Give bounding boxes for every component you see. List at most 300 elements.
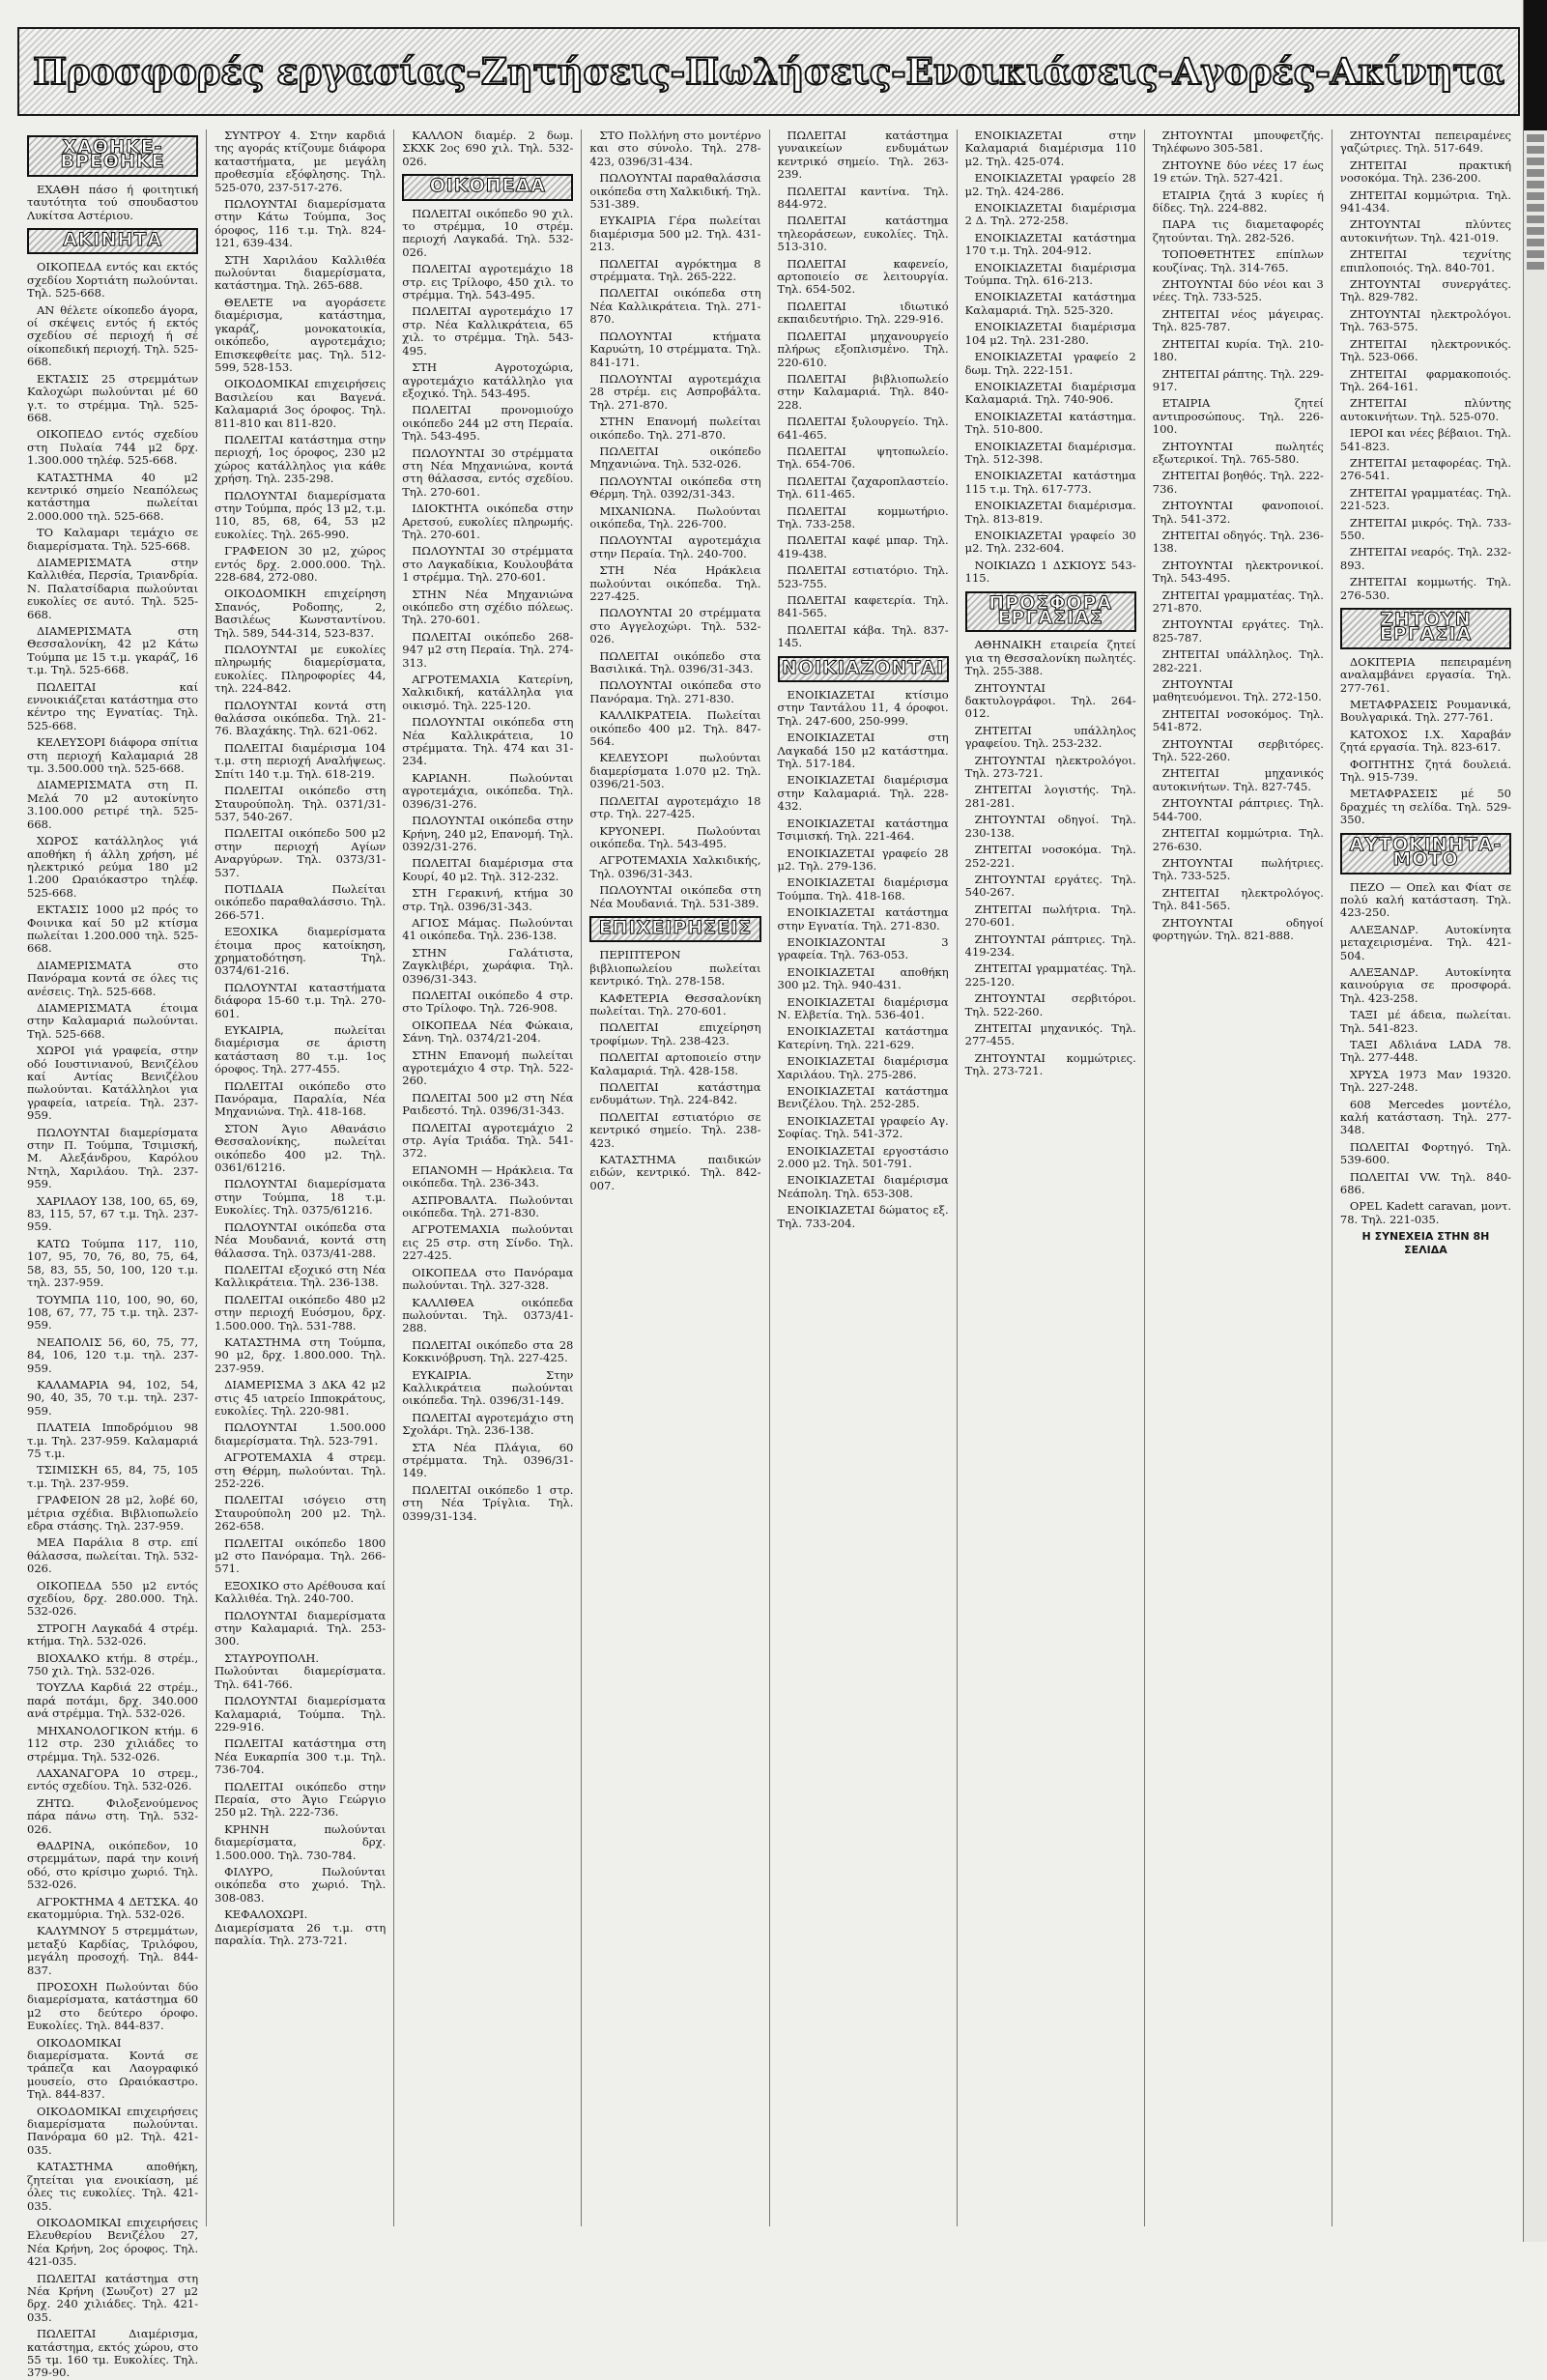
classified-ad-text: ΖΗΤΟΥΝΤΑΙ ηλεκτρονικοί. Τηλ. 543-495. (1152, 558, 1324, 586)
classified-ad-text: ΠΩΛΕΙΤΑΙ ψητοπωλείο. Τηλ. 654-706. (777, 444, 949, 472)
classified-ad (1340, 656, 1511, 695)
classified-ad (215, 1264, 386, 1290)
classified-ad-text: ΠΛΑΤΕΙΑ Ιπποδρόμιου 98 τ.μ. Τηλ. 237-959. Καλαμαριά 75 τ.μ. (27, 1420, 199, 1460)
classified-ad-text: ΠΩΛΕΙΤΑΙ οικόπεδο στο Πανόραμα, Παραλία, Νέα Μηχανιώνα. Τηλ. 418-168. (215, 1078, 387, 1119)
classified-ad (402, 1019, 573, 1046)
classified-ad (778, 534, 949, 560)
classified-ad (215, 490, 386, 542)
classified-ad-text: ΕΝΟΙΚΙΑΖΕΤΑΙ στην Καλαμαριά διαμέρισμα 110 μ2. Τηλ. 425-074. (964, 129, 1136, 168)
classified-ad (1153, 857, 1324, 883)
classified-ad-text: ΖΗΤΕΙΤΑΙ υπάλληλος γραφείου. Τηλ. 253-232. (964, 723, 1136, 751)
classified-ad (27, 903, 198, 956)
classified-ad (1153, 308, 1324, 334)
classified-ad-text: ΖΗΤΕΙΤΑΙ κομμώτρια. Τηλ. 276-630. (1152, 826, 1324, 853)
classified-ad-text: ΒΙΟΧΑΛΚΟ κτήμ. 8 στρέμ., 750 χιλ. Τηλ. 532-026. (27, 1650, 199, 1678)
classified-ad (778, 936, 949, 962)
section-heading (965, 591, 1136, 633)
classified-ad-text: ΠΩΛΕΙΤΑΙ αγροτεμάχιο 18 στρ. εις Τρίλοφο, 450 χιλ. το στρέμμα. Τηλ. 543-495. (402, 262, 574, 302)
classified-ad-text: ΠΩΛΕΙΤΑΙ κομμωτήριο. Τηλ. 733-258. (777, 503, 949, 530)
section-heading (27, 228, 198, 254)
classified-ad (27, 1580, 198, 1619)
classified-ad (1153, 559, 1324, 586)
classified-ad (965, 202, 1136, 228)
column-7 (1145, 129, 1332, 2226)
classified-ad-text: ΣΤΗΝ Νέα Μηχανιώνα οικόπεδο στη σχέδιο πόλεως. Τηλ. 270-601. (402, 587, 574, 627)
classified-ad (27, 1536, 198, 1575)
classified-ad (778, 445, 949, 472)
classified-ad (402, 815, 573, 853)
classified-ad (965, 933, 1136, 960)
classified-ad-text: ΚΑΤΩ Τούμπα 117, 110, 107, 95, 70, 76, 80, 75, 64, 58, 83, 55, 50, 100, 120 τ.μ. τηλ. 237-959. (27, 1236, 199, 1290)
classified-ad-text: ΚΑΛΛΙΚΡΑΤΕΙΑ. Πωλείται οικόπεδο 400 μ2. Τηλ. 847-564. (589, 708, 761, 749)
classified-ad-text: ΕΝΟΙΚΙΑΖΕΤΑΙ γραφείο 28 μ2. Τηλ. 424-286. (964, 171, 1136, 198)
classified-ad-text: ΠΩΛΕΙΤΑΙ οικόπεδο στην Περαία, στο Άγιο Γεώργιο 250 μ2. Τηλ. 222-736. (215, 1779, 387, 1820)
classified-ad-text: ΣΤΗΝ Επανομή πωλείται οικόπεδο. Τηλ. 271-870. (589, 415, 761, 442)
classified-ad (27, 779, 198, 831)
section-heading-label: ΑΥΤΟΚΙΝΗΤΑ-ΜΟΤΟ (1349, 833, 1503, 871)
classified-ad (589, 215, 760, 253)
classified-ad (215, 297, 386, 374)
classified-ad (589, 607, 760, 645)
classified-ad (778, 1145, 949, 1171)
classified-ad-text: ΖΗΤΟΥΝΤΑΙ ράπτριες. Τηλ. 544-700. (1152, 796, 1324, 823)
classified-ad-text: ΠΩΛΟΥΝΤΑΙ διαμερίσματα στην Καλαμαριά. Τηλ. 253-300. (215, 1608, 387, 1649)
classified-ad-text: ΠΩΛΟΥΝΤΑΙ οικόπεδα στη Νέα Μουδανιά. Τηλ. 531-389. (589, 883, 761, 910)
classified-ad-text: ΖΗΤΕΙΤΑΙ μηχανικός αυτοκινήτων. Τηλ. 827-745. (1152, 766, 1324, 793)
classified-ad-text: ΖΗΤΕΙΤΑΙ νοσοκόμος. Τηλ. 541-872. (1152, 706, 1324, 734)
classified-ad (215, 1221, 386, 1260)
classified-ad (1153, 648, 1324, 674)
classified-ad (27, 1981, 198, 2033)
classified-ad-text: ΕΝΟΙΚΙΑΖΕΤΑΙ εργοστάσιο 2.000 μ2. Τηλ. 501-791. (777, 1143, 949, 1171)
classified-ad (402, 263, 573, 301)
classified-ad-text: ΛΑΧΑΝΑΓΟΡΑ 10 στρεμ., εντός σχεδίου. Τηλ. 532-026. (27, 1765, 199, 1793)
section-heading-label: ΕΠΙΧΕΙΡΗΣΕΙΣ (598, 916, 753, 938)
classified-ad (215, 1494, 386, 1533)
classified-ad (778, 624, 949, 650)
classified-ad (589, 1111, 760, 1150)
classified-ad (1340, 924, 1511, 962)
classified-ad-text: ΣΥΝΤΡΟΥ 4. Στην καρδιά της αγοράς κτίζουμε διάφορα καταστήματα, με μεγάλη προθεσμία εξόφλησης. Τηλ. 525-070, 237-517-276. (215, 129, 387, 194)
classified-ad-text: ΕΝΟΙΚΙΑΖΕΤΑΙ στη Λαγκαδά 150 μ2 κατάστημα. Τηλ. 517-184. (777, 731, 949, 771)
classified-ad-text: ΠΩΛΕΙΤΑΙ ισόγειο στη Σταυρούπολη 200 μ2. Τηλ. 262-658. (215, 1493, 387, 1534)
classified-ad (1340, 966, 1511, 1005)
classified-ad-text: ΕΝΟΙΚΙΑΖΕΤΑΙ αποθήκη 300 μ2. Τηλ. 940-431. (777, 964, 949, 992)
classified-ad (27, 557, 198, 621)
section-heading (1340, 833, 1511, 875)
classified-ad-text: ΕΝΟΙΚΙΑΖΕΤΑΙ κατάστημα Καλαμαριά. Τηλ. 525-320. (964, 290, 1136, 317)
classified-ad (965, 321, 1136, 347)
classified-ad (965, 530, 1136, 556)
classified-ad (1340, 729, 1511, 755)
classified-ad-text: ΕΝΟΙΚΙΑΖΕΤΑΙ κατάστημα. Τηλ. 510-800. (964, 409, 1136, 437)
classified-ad-text: ΖΗΤΕΙΤΑΙ κομμώτρια. Τηλ. 941-434. (1339, 187, 1511, 215)
classified-ad-text: ΟΙΚΟΔΟΜΙΚΑΙ διαμερίσματα. Κοντά σε τράπεζα και Λαογραφικό μουσείο, στο Ωραιόκαστρο. Τηλ. 844-837. (27, 2035, 199, 2102)
classified-ad (215, 1178, 386, 1217)
classified-ad (1340, 517, 1511, 543)
column-2 (207, 129, 394, 2226)
classified-ad-text: ΣΤΗ Γερακινή, κτήμα 30 στρ. Τηλ. 0396/31-343. (402, 886, 574, 913)
classified-ad-text: ΟΙΚΟΠΕΔΑ 550 μ2 εντός σχεδίου, δρχ. 280.000. Τηλ. 532-026. (27, 1578, 199, 1619)
classified-ad-text: ΣΤΗ Νέα Ηράκλεια πωλούνται οικόπεδα. Τηλ. 227-425. (589, 563, 761, 603)
classified-ad-text: ΠΩΛΕΙΤΑΙ οικόπεδο 4 στρ. στο Τρίλοφο. Τηλ. 726-908. (402, 988, 574, 1016)
classified-ad-text: ΠΩΛΟΥΝΤΑΙ διαμερίσματα Καλαμαριά, Τούμπα. Τηλ. 229-916. (215, 1694, 387, 1734)
classified-ad-text: ΖΗΤΟΥΝΤΑΙ πλύντες αυτοκινήτων. Τηλ. 421-019. (1339, 217, 1511, 244)
classified-ad (402, 631, 573, 670)
classified-ad-text: ΖΗΤΟΥΝΤΑΙ ηλεκτρολόγοι. Τηλ. 763-575. (1339, 306, 1511, 334)
classified-ad-text: ΕΝΟΙΚΙΑΖΕΤΑΙ διαμέρισμα 104 μ2. Τηλ. 231-280. (964, 320, 1136, 347)
classified-ad (778, 1204, 949, 1230)
classified-ad (778, 373, 949, 412)
classified-ad (402, 1092, 573, 1118)
classified-ad (27, 1840, 198, 1892)
classified-ad (27, 304, 198, 369)
classified-ad-text: ΕΝΟΙΚΙΑΖΕΤΑΙ διαμέρισμα Χαριλάου. Τηλ. 275-286. (777, 1054, 949, 1081)
classified-ad-text: ΕΤΑΙΡΙΑ ζητεί αντιπροσώπους. Τηλ. 226-100. (1152, 396, 1324, 437)
classified-ad (589, 854, 760, 880)
classified-ad (1340, 1200, 1511, 1226)
classified-ad-text: ΜΙΧΑΝΙΩΝΑ. Πωλούνται οικόπεδα, Τηλ. 226-700. (589, 503, 761, 530)
classified-ad (402, 989, 573, 1016)
classified-ad (1340, 1039, 1511, 1065)
classified-ad (965, 755, 1136, 781)
classified-ad-text: ΖΗΤΟΥΝΤΑΙ μαθητευόμενοι. Τηλ. 272-150. (1152, 677, 1322, 704)
classified-ad (215, 1695, 386, 1734)
classified-ad-text: ΕΝΟΙΚΙΑΖΕΤΑΙ διαμέρισμα Ν. Ελβετία. Τηλ. 536-401. (777, 994, 949, 1021)
classified-ad-text: ΖΗΤΟΥΝΤΑΙ δακτυλογράφοι. Τηλ. 264-012. (964, 680, 1136, 721)
classified-ad (778, 416, 949, 442)
classified-ad-text: ΖΗΤΕΙΤΑΙ οδηγός. Τηλ. 236-138. (1152, 528, 1324, 556)
classified-ad-text: ΚΑΛΛΟΝ διαμέρ. 2 δωμ. ΣΚΧΚ 2ος 690 χιλ. Τηλ. 532-026. (402, 129, 574, 168)
classified-ad-text: ΔΙΑΜΕΡΙΣΜΑΤΑ στη Θεσσαλονίκη, 42 μ2 Κάτω Τούμπα με 15 τ.μ. γκαράζ, 16 τ.μ. Τηλ. 525-668. (27, 624, 199, 677)
classified-ad (1153, 797, 1324, 823)
classified-ad-text: ΠΩΛΟΥΝΤΑΙ κτήματα Καρυώτη, 10 στρέμματα. Τηλ. 841-171. (589, 329, 761, 369)
classified-ad (1340, 546, 1511, 572)
classified-ad (778, 258, 949, 297)
classified-ad-text: ΑΓΙΟΣ Μάμας. Πωλούνται 41 οικόπεδα. Τηλ. 236-138. (402, 915, 574, 943)
column-6 (958, 129, 1145, 2226)
classified-ad (215, 982, 386, 1020)
classified-ad-text: ΠΩΛΕΙΤΑΙ κατάστημα γυναικείων ενδυμάτων κεντρικό σημείο. Τηλ. 263-239. (777, 129, 949, 182)
section-heading-label: ΝΟΙΚΙΑΖΟΝΤΑΙ (781, 656, 945, 678)
classified-ad (27, 527, 198, 553)
classified-ad-text: ΑΓΡΟΤΕΜΑΧΙΑ Κατερίνη, Χαλκιδική, κατάλληλα για οικισμό. Τηλ. 225-120. (402, 673, 574, 712)
classified-ad-text: ΖΗΤΟΥΝΤΑΙ φανοποιοί. Τηλ. 541-372. (1152, 499, 1324, 526)
classified-ad-text: ΑΓΡΟΤΕΜΑΧΙΑ πωλούνται εις 25 στρ. στη Σίνδο. Τηλ. 227-425. (402, 1222, 574, 1263)
classified-ad (27, 960, 198, 998)
classified-ad (965, 1022, 1136, 1048)
classified-ad (778, 1025, 949, 1051)
classified-ad-text: ΕΤΑΙΡΙΑ ζητά 3 κυρίες ή δίδες. Τηλ. 224-882. (1152, 187, 1324, 215)
classified-ad-text: ΠΩΛΕΙΤΑΙ οικόπεδο 268-947 μ2 στη Περαία. Τηλ. 274-313. (402, 629, 574, 670)
continued-notice: Η ΣΥΝΕΧΕΙΑ ΣΤΗΝ 8Η ΣΕΛΙΔΑ (1361, 1230, 1490, 1256)
classified-ad-text: ΠΩΛΟΥΝΤΑΙ 20 στρέμματα στο Αγγελοχώρι. Τηλ. 532-026. (589, 606, 761, 646)
classified-ad (215, 1024, 386, 1076)
classified-ad (778, 731, 949, 770)
classified-ad-text: ΕΝΟΙΚΙΑΖΕΤΑΙ διαμέρισμα Τούμπα. Τηλ. 418-168. (777, 875, 949, 903)
classified-ad (215, 1652, 386, 1691)
classified-ad (27, 1925, 198, 1977)
classified-ad-text: ΠΩΛΕΙΤΑΙ καφέ μπαρ. Τηλ. 419-438. (777, 533, 949, 560)
classified-ad-text: ΠΩΛΕΙΤΑΙ καφετερία. Τηλ. 841-565. (777, 593, 949, 620)
classified-ad (589, 287, 760, 326)
classified-ad (402, 772, 573, 811)
classified-ad-text: ΕΝΟΙΚΙΑΖΕΤΑΙ κατάστημα 115 τ.μ. Τηλ. 617-773. (964, 469, 1136, 496)
classified-ad (778, 817, 949, 844)
classified-ad-text: ΠΩΛΕΙΤΑΙ Φορτηγό. Τηλ. 539-600. (1339, 1139, 1511, 1167)
classified-ad-text: ΠΩΛΟΥΝΤΑΙ 1.500.000 διαμερίσματα. Τηλ. 523-791. (215, 1420, 387, 1448)
classified-ad-text: ΑΓΡΟΤΕΜΑΧΙΑ 4 στρεμ. στη Θέρμη, πωλούνται. Τηλ. 252-226. (215, 1450, 387, 1490)
classified-ad (215, 129, 386, 194)
classified-ad (402, 502, 573, 541)
classified-ad-text: ΓΡΑΦΕΙΟΝ 30 μ2, χώρος εντός δρχ. 2.000.000. Τηλ. 228-684, 272-080. (215, 544, 387, 584)
classified-ad (402, 1223, 573, 1262)
classified-ad-text: ΠΩΛΕΙΤΑΙ καί εννοικιάζεται κατάστημα στο κέντρο της Εγνατίας. Τηλ. 525-668. (27, 679, 199, 732)
classified-ad (1340, 308, 1511, 334)
classified-ad (589, 1021, 760, 1047)
classified-ad (589, 1051, 760, 1077)
classified-ad-text: ΧΡΥΣΑ 1973 Μαν 19320. Τηλ. 227-248. (1339, 1067, 1511, 1095)
classified-ad (965, 903, 1136, 930)
classified-ad (215, 545, 386, 584)
classified-ad-text: ΠΩΛΕΙΤΑΙ ξυλουργείο. Τηλ. 641-465. (777, 415, 949, 442)
classified-ad-text: ΖΗΤΕΙΤΑΙ γραμματέας. Τηλ. 225-120. (964, 961, 1136, 989)
classified-ad (965, 381, 1136, 407)
classified-ad-text: ΕΝΟΙΚΙΑΖΕΤΑΙ διαμέρισμα 2 Δ. Τηλ. 272-258. (964, 201, 1136, 228)
classified-ad (778, 186, 949, 212)
classified-ad (965, 639, 1136, 677)
classified-ad (27, 2217, 198, 2269)
classified-ad (215, 254, 386, 293)
classified-ad (965, 1052, 1136, 1078)
classified-ad (778, 1115, 949, 1141)
classified-ad-text: ΠΩΛΕΙΤΑΙ αρτοποιείο στην Καλαμαριά. Τηλ. 428-158. (589, 1050, 761, 1077)
classified-ad (27, 1045, 198, 1122)
classified-ad-text: ΚΑΤΑΣΤΗΜΑ παιδικών ειδών, κεντρικό. Τηλ. 842-007. (589, 1153, 761, 1192)
classified-ad (27, 2106, 198, 2158)
classified-ad-text: ΕΚΤΑΣΙΣ 1000 μ2 πρός το Φοινικα καί 50 μ2 κτίσμα πωλείται 1.200.000 τηλ. 525-668. (27, 903, 199, 956)
classified-ad (402, 1267, 573, 1293)
classified-ad (215, 1451, 386, 1490)
classified-ad (1340, 1009, 1511, 1035)
classified-ad-text: ΠΩΛΕΙΤΑΙ αγροτεμάχιο 2 στρ. Αγία Τριάδα. Τηλ. 541-372. (402, 1120, 574, 1161)
classified-ad (215, 1080, 386, 1119)
classified-ad-text: ΠΩΛΕΙΤΑΙ διαμέρισμα 104 τ.μ. στη περιοχή Αναλήψεως. Σπίτι 140 τ.μ. Τηλ. 618-219. (215, 740, 387, 781)
classified-ad-text: ΖΗΤΕΙΤΑΙ κομμωτής. Τηλ. 276-530. (1339, 575, 1511, 602)
classified-ad (965, 784, 1136, 810)
classified-ad-text: ΠΟΤΙΔΑΙΑ Πωλείται οικόπεδο παραθαλάσσιο. Τηλ. 266-571. (215, 881, 387, 922)
classified-ad (215, 378, 386, 430)
classified-ad (27, 1294, 198, 1333)
classified-ad-text: ΕΝΟΙΚΙΑΖΕΤΑΙ διαμέρισμα στην Καλαμαριά. Τηλ. 228-432. (777, 773, 949, 814)
classified-ad-text: ΠΩΛΕΙΤΑΙ VW. Τηλ. 840-686. (1339, 1169, 1511, 1197)
classified-ad (27, 1195, 198, 1234)
classified-ad-text: ΠΩΛΕΙΤΑΙ οικόπεδο 1800 μ2 στο Πανόραμα. Τηλ. 266-571. (215, 1535, 387, 1576)
page-title: Προσφορές εργασίας-Ζητήσεις-Πωλήσεις-Ενοικιάσεις-Αγορές-Ακίνητα (33, 50, 1504, 93)
classified-ad (778, 996, 949, 1022)
classified-ad-text: ΑΣΠΡΟΒΑΛΤΑ. Πωλούνται οικόπεδα. Τηλ. 271-830. (402, 1192, 574, 1220)
classified-ad (402, 947, 573, 986)
classified-ad-text: ΚΡΥΟΝΕΡΙ. Πωλούνται οικόπεδα. Τηλ. 543-495. (589, 823, 761, 850)
classified-ad-text: ΤΟ Καλαμαρι τεμάχιο σε διαμερίσματα. Τηλ. 525-668. (27, 526, 199, 553)
classified-ad-text: ΠΩΛΟΥΝΤΑΙ οικόπεδα στη Θέρμη. Τηλ. 0392/31-343. (589, 473, 761, 502)
classified-ad (1153, 738, 1324, 764)
classified-ad-text: ΝΟΙΚΙΑΖΩ 1 ΔΣΚΙΟΥΣ 543-115. (964, 558, 1136, 586)
classified-ad-text: ΠΩΛΕΙΤΑΙ διαμέρισμα στα Κουρί, 40 μ2. Τηλ. 312-232. (402, 856, 574, 883)
classified-ad-text: ΧΑΡΙΛΑΟΥ 138, 100, 65, 69, 83, 115, 57, 67 τ.μ. Τηλ. 237-959. (27, 1193, 199, 1234)
classified-ad-text: ΣΤΡΟΓΗ Λαγκαδά 4 στρέμ. κτήμα. Τηλ. 532-026. (27, 1620, 199, 1649)
classified-ad-text: ΖΗΤΟΥΝΤΑΙ συνεργάτες. Τηλ. 829-782. (1339, 277, 1511, 304)
section-heading-label: ΑΚΙΝΗΤΑ (63, 229, 163, 251)
classified-ad (965, 129, 1136, 168)
classified-ad-text: ΕΝΟΙΚΙΑΖΕΤΑΙ διαμέρισμα Νεάπολη. Τηλ. 653-308. (777, 1173, 949, 1200)
classified-ad (778, 966, 949, 992)
classified-ad (27, 1652, 198, 1678)
classified-ad (215, 926, 386, 978)
classified-ad (215, 1908, 386, 1947)
classified-ad (1153, 278, 1324, 304)
classified-ad-text: ΝΕΑΠΟΛΙΣ 56, 60, 75, 77, 84, 106, 120 τ.μ. τηλ. 237-959. (27, 1334, 199, 1375)
classified-ad (1340, 576, 1511, 602)
classified-ad (1340, 368, 1511, 394)
classified-ad (1153, 218, 1324, 244)
classified-ad (27, 1379, 198, 1418)
classified-ad (215, 883, 386, 922)
classified-ad-text: ΚΑΛΥΜΝΟΥ 5 στρεμμάτων, μεταξύ Καρδίας, Τριλόφου, μεγάλη προσοχή. Τηλ. 844-837. (27, 1924, 199, 1977)
classified-ad-text: ΠΩΛΕΙΤΑΙ κατάστημα στην περιοχή, 1ος όροφος, 230 μ2 χώρος κατάλληλος για κάθε χρήση. Τηλ. 235-298. (215, 432, 387, 486)
classified-ad-text: ΠΩΛΕΙΤΑΙ Διαμέρισμα, κατάστημα, εκτός χώρου, στο 55 τμ. 160 τμ. Ευκολίες. Τηλ. 379-90. (27, 2327, 199, 2380)
classified-ad (215, 1123, 386, 1175)
classified-ad-text: ΚΕΛΕΥΣΟΡΙ πωλούνται διαμερίσματα 1.070 μ2. Τηλ. 0396/21-503. (589, 751, 761, 791)
classified-ad-text: ΖΗΤΕΙΤΑΙ ηλεκτρολόγος. Τηλ. 841-565. (1152, 885, 1324, 913)
classified-ad (778, 594, 949, 620)
classified-ad-text: ΕΝΟΙΚΙΑΖΕΤΑΙ κατάστημα στην Εγνατία. Τηλ. 271-830. (777, 905, 949, 932)
classified-ad (1340, 1099, 1511, 1137)
classified-ad (215, 1610, 386, 1649)
classified-ad (778, 774, 949, 813)
classified-ad-text: ΜΕΑ Παράλια 8 στρ. επί θάλασσα, πωλείται. Τηλ. 532-026. (27, 1535, 199, 1576)
classified-ad-text: ΖΗΤΟΥΝΤΑΙ εργάτες. Τηλ. 825-787. (1152, 617, 1324, 645)
classified-ad-text: ΠΩΛΕΙΤΑΙ οικόπεδο στα 28 Κοκκινόβρυση. Τηλ. 227-425. (402, 1337, 574, 1365)
classified-ad-text: ΕΝΟΙΚΙΑΖΕΤΑΙ κτίσιμο στην Ταντάλου 11, 4 όροφοι. Τηλ. 247-600, 250-999. (777, 688, 949, 728)
classified-ad-text: ΠΩΛΟΥΝΤΑΙ οικόπεδα στα Νέα Μουδανιά, κοντά στη θάλασσα. Τηλ. 0373/41-288. (215, 1219, 387, 1260)
section-heading-label: ΠΡΟΣΦΟΡΑ ΕΡΓΑΣΙΑΣ (988, 591, 1113, 628)
classified-ad-text: ΖΗΤΕΙΤΑΙ νεαρός. Τηλ. 232-893. (1339, 545, 1511, 572)
classified-ad-text: ΚΑΦΕΤΕΡΙΑ Θεσσαλονίκη πωλείται. Τηλ. 270-601. (589, 990, 761, 1018)
column-5 (770, 129, 958, 2226)
classified-ad-text: ΠΩΛΕΙΤΑΙ οικόπεδο 90 χιλ. το στρέμμα, 10 στρέμ. περιοχή Λαγκαδά. Τηλ. 532-026. (402, 206, 574, 259)
classified-ad-text: ΚΑΡΙΑΝΗ. Πωλούνται αγροτεμάχια, οικόπεδα. Τηλ. 0396/31-276. (402, 770, 574, 811)
classified-ad (27, 1464, 198, 1490)
classified-ad (1153, 368, 1324, 394)
classified-ad (402, 917, 573, 943)
classified-ad (27, 428, 198, 467)
classified-ad (589, 884, 760, 910)
classified-ad (27, 736, 198, 775)
classified-ad-text: ΠΩΛΕΙΤΑΙ οικόπεδο 480 μ2 στην περιοχή Ευόσμου, δρχ. 1.500.000. Τηλ. 531-788. (215, 1292, 387, 1333)
section-heading-label: ΧΑΘΗΚΕ-ΒΡΕΘΗΚΕ (60, 136, 165, 173)
classified-ad-text: ΕΧΑΘΗ πάσο ή φοιτητική ταυτότητα τού σπουδαστου Λυκίτσα Αστέριου. (27, 182, 199, 222)
classified-ad (1153, 189, 1324, 215)
classified-ad (589, 1081, 760, 1107)
classified-ad (778, 876, 949, 903)
classified-ad-text: ΖΗΤΕΙΤΑΙ μηχανικός. Τηλ. 277-455. (964, 1020, 1136, 1048)
classified-ad-text: ΣΤΑ Νέα Πλάγια, 60 στρέμματα. Τηλ. 0396/31-149. (402, 1440, 574, 1480)
classified-ad (1340, 1171, 1511, 1197)
classified-ad (27, 1896, 198, 1922)
classified-ad-text: ΠΩΛΟΥΝΤΑΙ καταστήματα διάφορα 15-60 τ.μ. Τηλ. 270-601. (215, 980, 387, 1020)
classified-ad-text: ΠΩΛΟΥΝΤΑΙ αγροτεμάχια 28 στρέμ. εις Ασπροβάλτα. Τηλ. 271-870. (589, 371, 761, 412)
classified-ad (965, 500, 1136, 526)
classified-ad-text: ΓΡΑΦΕΙΟΝ 28 μ2, λοβέ 60, μέτρια σχέδια. Βιβλιοπωλείο εδρα στάσης. Τηλ. 237-959. (27, 1493, 199, 1533)
next-page-edge (1523, 0, 1547, 2242)
section-heading (27, 135, 198, 177)
classified-ad-text: ΦΟΙΤΗΤΗΣ ζητά δουλειά. Τηλ. 915-739. (1339, 757, 1511, 785)
classified-ad (778, 689, 949, 728)
classified-ad-text: ΜΕΤΑΦΡΑΣΕΙΣ μέ 50 δραχμές τη σελίδα. Τηλ. 529-350. (1339, 787, 1511, 827)
classified-ad-text: ΟΙΚΟΠΕΔΑ εντός και εκτός σχεδίου Χορτιάτη πωλούνται. Τηλ. 525-668. (27, 260, 199, 301)
classified-ad (589, 258, 760, 284)
classified-ad-text: ΕΚΤΑΣΙΣ 25 στρεμμάτων Καλοχώρι πωλούνται μέ 60 γ.τ. το στρέμμα. Τηλ. 525-668. (27, 371, 199, 424)
column-8 (1332, 129, 1519, 2226)
classified-ad (27, 1797, 198, 1836)
classified-ad-text: ΕΝΟΙΚΙΑΖΕΤΑΙ κατάστημα Βενιζέλου. Τηλ. 252-285. (777, 1084, 949, 1111)
classified-ad-text: ΤΑΞΙ Αδλιάνα LADA 78. Τηλ. 277-448. (1339, 1037, 1511, 1065)
classified-ad (589, 373, 760, 412)
classified-ad (1340, 218, 1511, 244)
classified-ad (589, 650, 760, 676)
section-heading (402, 174, 573, 200)
classified-ad (1153, 887, 1324, 913)
classified-ad-text: ΠΩΛΟΥΝΤΑΙ διαμερίσματα στην Π. Τούμπα, Τσιμισκή, Μ. Αλεξάνδρου, Καρόλου Ντηλ, Χαριλάου. Τηλ. 237-959. (27, 1125, 199, 1191)
classified-ad (1340, 338, 1511, 364)
classified-ad-text: ΠΩΛΕΙΤΑΙ καφενείο, αρτοποιείο σε λειτουργία. Τηλ. 654-502. (777, 256, 949, 297)
classified-ad (1153, 338, 1324, 364)
classified-ad-text: ΖΗΤΟΥΝΤΑΙ οδηγοί φορτηγών. Τηλ. 821-888. (1152, 915, 1324, 942)
classified-ad-text: ΖΗΤΕΙΤΑΙ τεχνίτης επιπλοποιός. Τηλ. 840-701. (1339, 247, 1511, 274)
classified-ad-text: ΠΩΛΕΙΤΑΙ προνομιούχο οικόπεδο 244 μ2 στη Περαία. Τηλ. 543-495. (402, 403, 574, 444)
classified-ad-text: ΚΑΛΛΙΘΕΑ οικόπεδα πωλούνται. Τηλ. 0373/41-288. (402, 1295, 574, 1335)
classified-ad (402, 129, 573, 168)
classified-ad-text: ΟΙΚΟΠΕΔΟ εντός σχεδίου στη Πυλαία 744 μ2 δρχ. 1.300.000 τηλέφ. 525-668. (27, 427, 199, 468)
classified-ad (778, 129, 949, 182)
classified-ad (402, 361, 573, 400)
classified-ad-text: ΠΩΛΕΙΤΑΙ επιχείρηση τροφίμων. Τηλ. 238-423. (589, 1020, 761, 1047)
classified-ad-text: ΖΗΤΟΥΝΤΑΙ μπουφετζής. Τηλέφωνο 305-581. (1152, 129, 1324, 156)
classified-ad (1340, 788, 1511, 826)
classified-ad (589, 445, 760, 472)
classified-ad-text: ΤΟΥΖΛΑ Καρδιά 22 στρέμ., παρά ποτάμι, δρχ. 340.000 ανά στρέμμα. Τηλ. 532-026. (27, 1680, 199, 1721)
classified-ad-text: ΕΝΟΙΚΙΑΖΕΤΑΙ διαμέρισμα. Τηλ. 813-819. (964, 499, 1136, 526)
classified-ad (1340, 759, 1511, 785)
classified-ad-text: ΣΤΗΝ Επανομή πωλείται αγροτεμάχιο 4 στρ. Τηλ. 522-260. (402, 1047, 574, 1088)
classified-ad (778, 475, 949, 502)
classified-ad-text: ΠΩΛΕΙΤΑΙ ιδιωτικό εκπαιδευτήριο. Τηλ. 229-916. (777, 299, 949, 327)
classified-ad (1153, 827, 1324, 853)
classified-ad (1153, 917, 1324, 943)
classified-ad (965, 411, 1136, 437)
classified-ad-text: ΖΗΤΕΙΤΑΙ λογιστής. Τηλ. 281-281. (964, 783, 1136, 810)
classified-ad-text: ΧΩΡΟΙ γιά γραφεία, στην οδό Ιουστινιανού, Βενιζέλου καί Αντίας Βενιζέλου πωλούνται. Κατάλληλοι για γραφεία, ιατρεία. Τηλ. 237-959. (27, 1044, 199, 1123)
classified-ad-text: ΘΑΔΡΙΝΑ, οικόπεδον, 10 στρεμμάτων, παρά την κοινή οδό, στο κρίσιμο χωριό. Τηλ. 532-026. (27, 1838, 199, 1892)
classified-ad-text: ΠΩΛΕΙΤΑΙ κάβα. Τηλ. 837-145. (777, 622, 949, 650)
classified-ad-text: ΕΝΟΙΚΙΑΖΕΤΑΙ διαμέρισμα Τούμπα. Τηλ. 616-213. (964, 260, 1136, 288)
classified-ad-text: ΖΗΤΟΥΝΤΑΙ πεπειραμένες γαζώτριες. Τηλ. 517-649. (1339, 129, 1511, 156)
classified-ad (402, 1412, 573, 1438)
classified-ad (778, 505, 949, 531)
classified-ad-text: ΑΓΡΟΤΕΜΑΧΙΑ Χαλκιδικής, Τηλ. 0396/31-343. (589, 853, 761, 880)
classified-ad (402, 305, 573, 358)
